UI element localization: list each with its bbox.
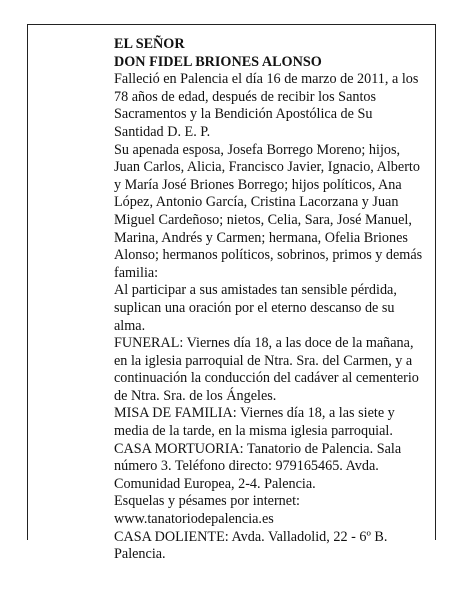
- funeral-info: FUNERAL: Viernes día 18, a las doce de la mañana, en la iglesia parroquial de Ntra. Sra. del Carmen, y a continuación la conducción del cadáver al cementerio de Ntra. Sra. de los Ángeles.: [114, 335, 419, 404]
- deceased-name: DON FIDEL BRIONES ALONSO: [114, 53, 322, 70]
- prayer-request: Al participar a sus amistades tan sensible pérdida, suplican una oración por el eterno descanso de su alma.: [114, 282, 397, 334]
- family-list: Su apenada esposa, Josefa Borrego Moreno; hijos, Juan Carlos, Alicia, Francisco Javier, Ignacio, Alberto y María José Briones Borrego; hijos políticos, Ana López, Antonio García, Cristina Lacorzana y Juan Miguel Cardeñoso; nietos, Celia, Sara, José Manuel, Marina, Andrés y Carmen; hermana, Ofelia Briones Alonso; hermanos políticos, sobrinos, primos y demás familia:: [114, 141, 423, 281]
- notice-header-line1: EL SEÑOR: [114, 36, 185, 52]
- online-condolences: Esquelas y pésames por internet: www.tanatoriodepalencia.es: [114, 493, 300, 528]
- death-info: Falleció en Palencia el día 16 de marzo de 2011, a los 78 años de edad, después de recibir los Santos Sacramentos y la Bendición Apostólica de Su Santidad D. E. P.: [114, 71, 419, 140]
- obituary-notice: [114, 36, 424, 564]
- family-mass-info: MISA DE FAMILIA: Viernes día 18, a las siete y media de la tarde, en la misma iglesia parroquial.: [114, 405, 395, 440]
- mourning-house-info: CASA DOLIENTE: Avda. Valladolid, 22 - 6º B. Palencia.: [114, 528, 388, 563]
- mortuary-info: CASA MORTUORIA: Tanatorio de Palencia. Sala número 3. Teléfono directo: 979165465. Avda. Comunidad Europea, 2-4. Palencia.: [114, 440, 402, 492]
